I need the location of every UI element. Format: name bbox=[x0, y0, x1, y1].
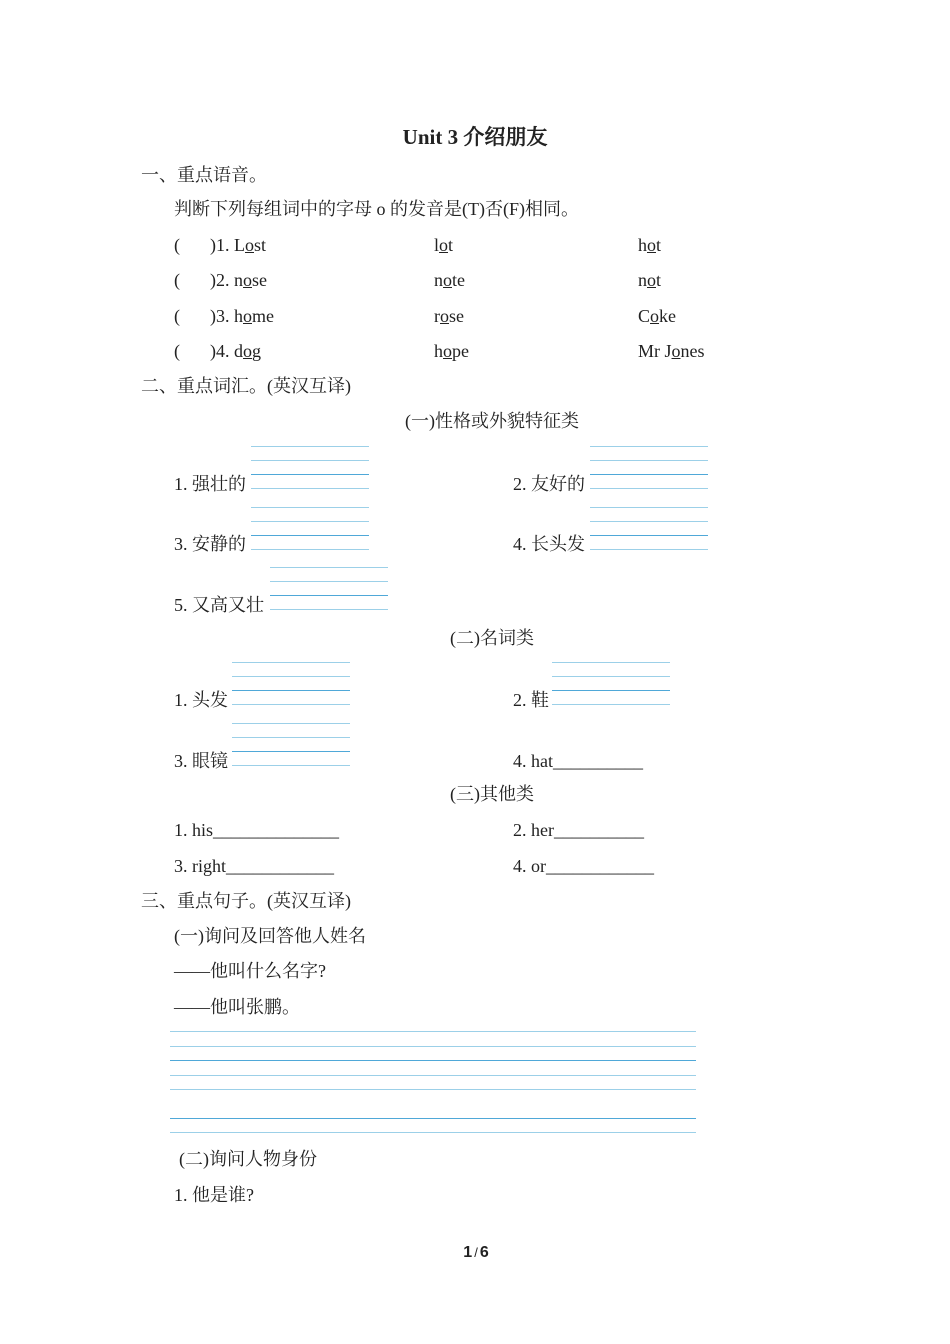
answer-bracket[interactable]: ( bbox=[174, 270, 180, 290]
word-text: g bbox=[252, 341, 261, 361]
phonics-word: lot bbox=[434, 235, 454, 255]
vocab-item[interactable]: 4. hat__________ bbox=[513, 751, 643, 771]
word-text: )4. d bbox=[210, 341, 243, 361]
underlined-letter: o bbox=[647, 235, 656, 255]
vocab-item[interactable]: 4. or____________ bbox=[513, 856, 654, 876]
underlined-letter: o bbox=[243, 341, 252, 361]
vocab-sub3-heading: (三)其他类 bbox=[450, 784, 534, 804]
phonics-word: not bbox=[638, 270, 662, 290]
vocab-item: 1. 强壮的 bbox=[174, 474, 246, 494]
underlined-letter: o bbox=[443, 341, 452, 361]
word-text: st bbox=[254, 235, 267, 255]
underlined-letter: o bbox=[243, 270, 252, 290]
word-text: )2. n bbox=[210, 270, 243, 290]
dialogue-line: ——他叫张鹏。 bbox=[174, 997, 300, 1017]
underlined-letter: o bbox=[243, 306, 252, 326]
vocab-item: 4. 长头发 bbox=[513, 534, 585, 554]
vocab-item: 1. 头发 bbox=[174, 690, 228, 710]
answer-writing-lines[interactable] bbox=[170, 1031, 696, 1135]
answer-bracket[interactable]: ( bbox=[174, 235, 180, 255]
phonics-word: Coke bbox=[638, 306, 677, 326]
dialogue-line: ——他叫什么名字? bbox=[174, 961, 326, 981]
vocab-item: 5. 又高又壮 bbox=[174, 595, 264, 615]
sentence-sub2-heading: (二)询问人物身份 bbox=[179, 1149, 317, 1169]
vocab-item: 2. 鞋 bbox=[513, 690, 549, 710]
vocab-item[interactable]: 1. his______________ bbox=[174, 820, 340, 840]
phonics-item bbox=[174, 271, 267, 289]
section-2-heading: 二、重点词汇。(英汉互译) bbox=[141, 376, 351, 396]
section-3-heading: 三、重点句子。(英汉互译) bbox=[141, 891, 351, 911]
vocab-item: 3. 眼镜 bbox=[174, 751, 228, 771]
phonics-word: Mr Jones bbox=[638, 341, 705, 361]
question-item: 1. 他是谁? bbox=[174, 1185, 254, 1205]
page-title: Unit 3 介绍朋友 bbox=[402, 125, 548, 149]
word-text: )3. h bbox=[210, 306, 243, 326]
section-1-heading: 一、重点语音。 bbox=[141, 165, 267, 185]
phonics-word: hot bbox=[638, 235, 662, 255]
word-text: me bbox=[252, 306, 274, 326]
phonics-word: note bbox=[434, 270, 465, 290]
vocab-item[interactable]: 2. her__________ bbox=[513, 820, 644, 840]
phonics-item bbox=[174, 342, 261, 360]
answer-bracket[interactable]: ( bbox=[174, 306, 180, 326]
vocab-item: 3. 安静的 bbox=[174, 534, 246, 554]
sentence-sub1-heading: (一)询问及回答他人姓名 bbox=[174, 926, 366, 946]
page-number: 1 / 6 bbox=[463, 1244, 489, 1261]
vocab-item: 2. 友好的 bbox=[513, 474, 585, 494]
phonics-word: hope bbox=[434, 341, 469, 361]
word-text: )1. L bbox=[210, 235, 245, 255]
underlined-letter: o bbox=[671, 341, 681, 361]
answer-bracket[interactable]: ( bbox=[174, 341, 180, 361]
underlined-letter: o bbox=[440, 306, 449, 326]
underlined-letter: o bbox=[245, 235, 254, 255]
vocab-sub1-heading: (一)性格或外貌特征类 bbox=[405, 411, 579, 431]
word-text: se bbox=[252, 270, 267, 290]
phonics-item bbox=[174, 236, 266, 254]
phonics-item bbox=[174, 307, 274, 325]
underlined-letter: o bbox=[647, 270, 656, 290]
vocab-sub2-heading: (二)名词类 bbox=[450, 628, 534, 648]
underlined-letter: o bbox=[650, 306, 660, 326]
underlined-letter: o bbox=[443, 270, 452, 290]
phonics-word: rose bbox=[434, 306, 464, 326]
underlined-letter: o bbox=[439, 235, 449, 255]
vocab-item[interactable]: 3. right____________ bbox=[174, 856, 334, 876]
section-1-instruction: 判断下列每组词中的字母 o 的发音是(T)否(F)相同。 bbox=[174, 199, 579, 219]
